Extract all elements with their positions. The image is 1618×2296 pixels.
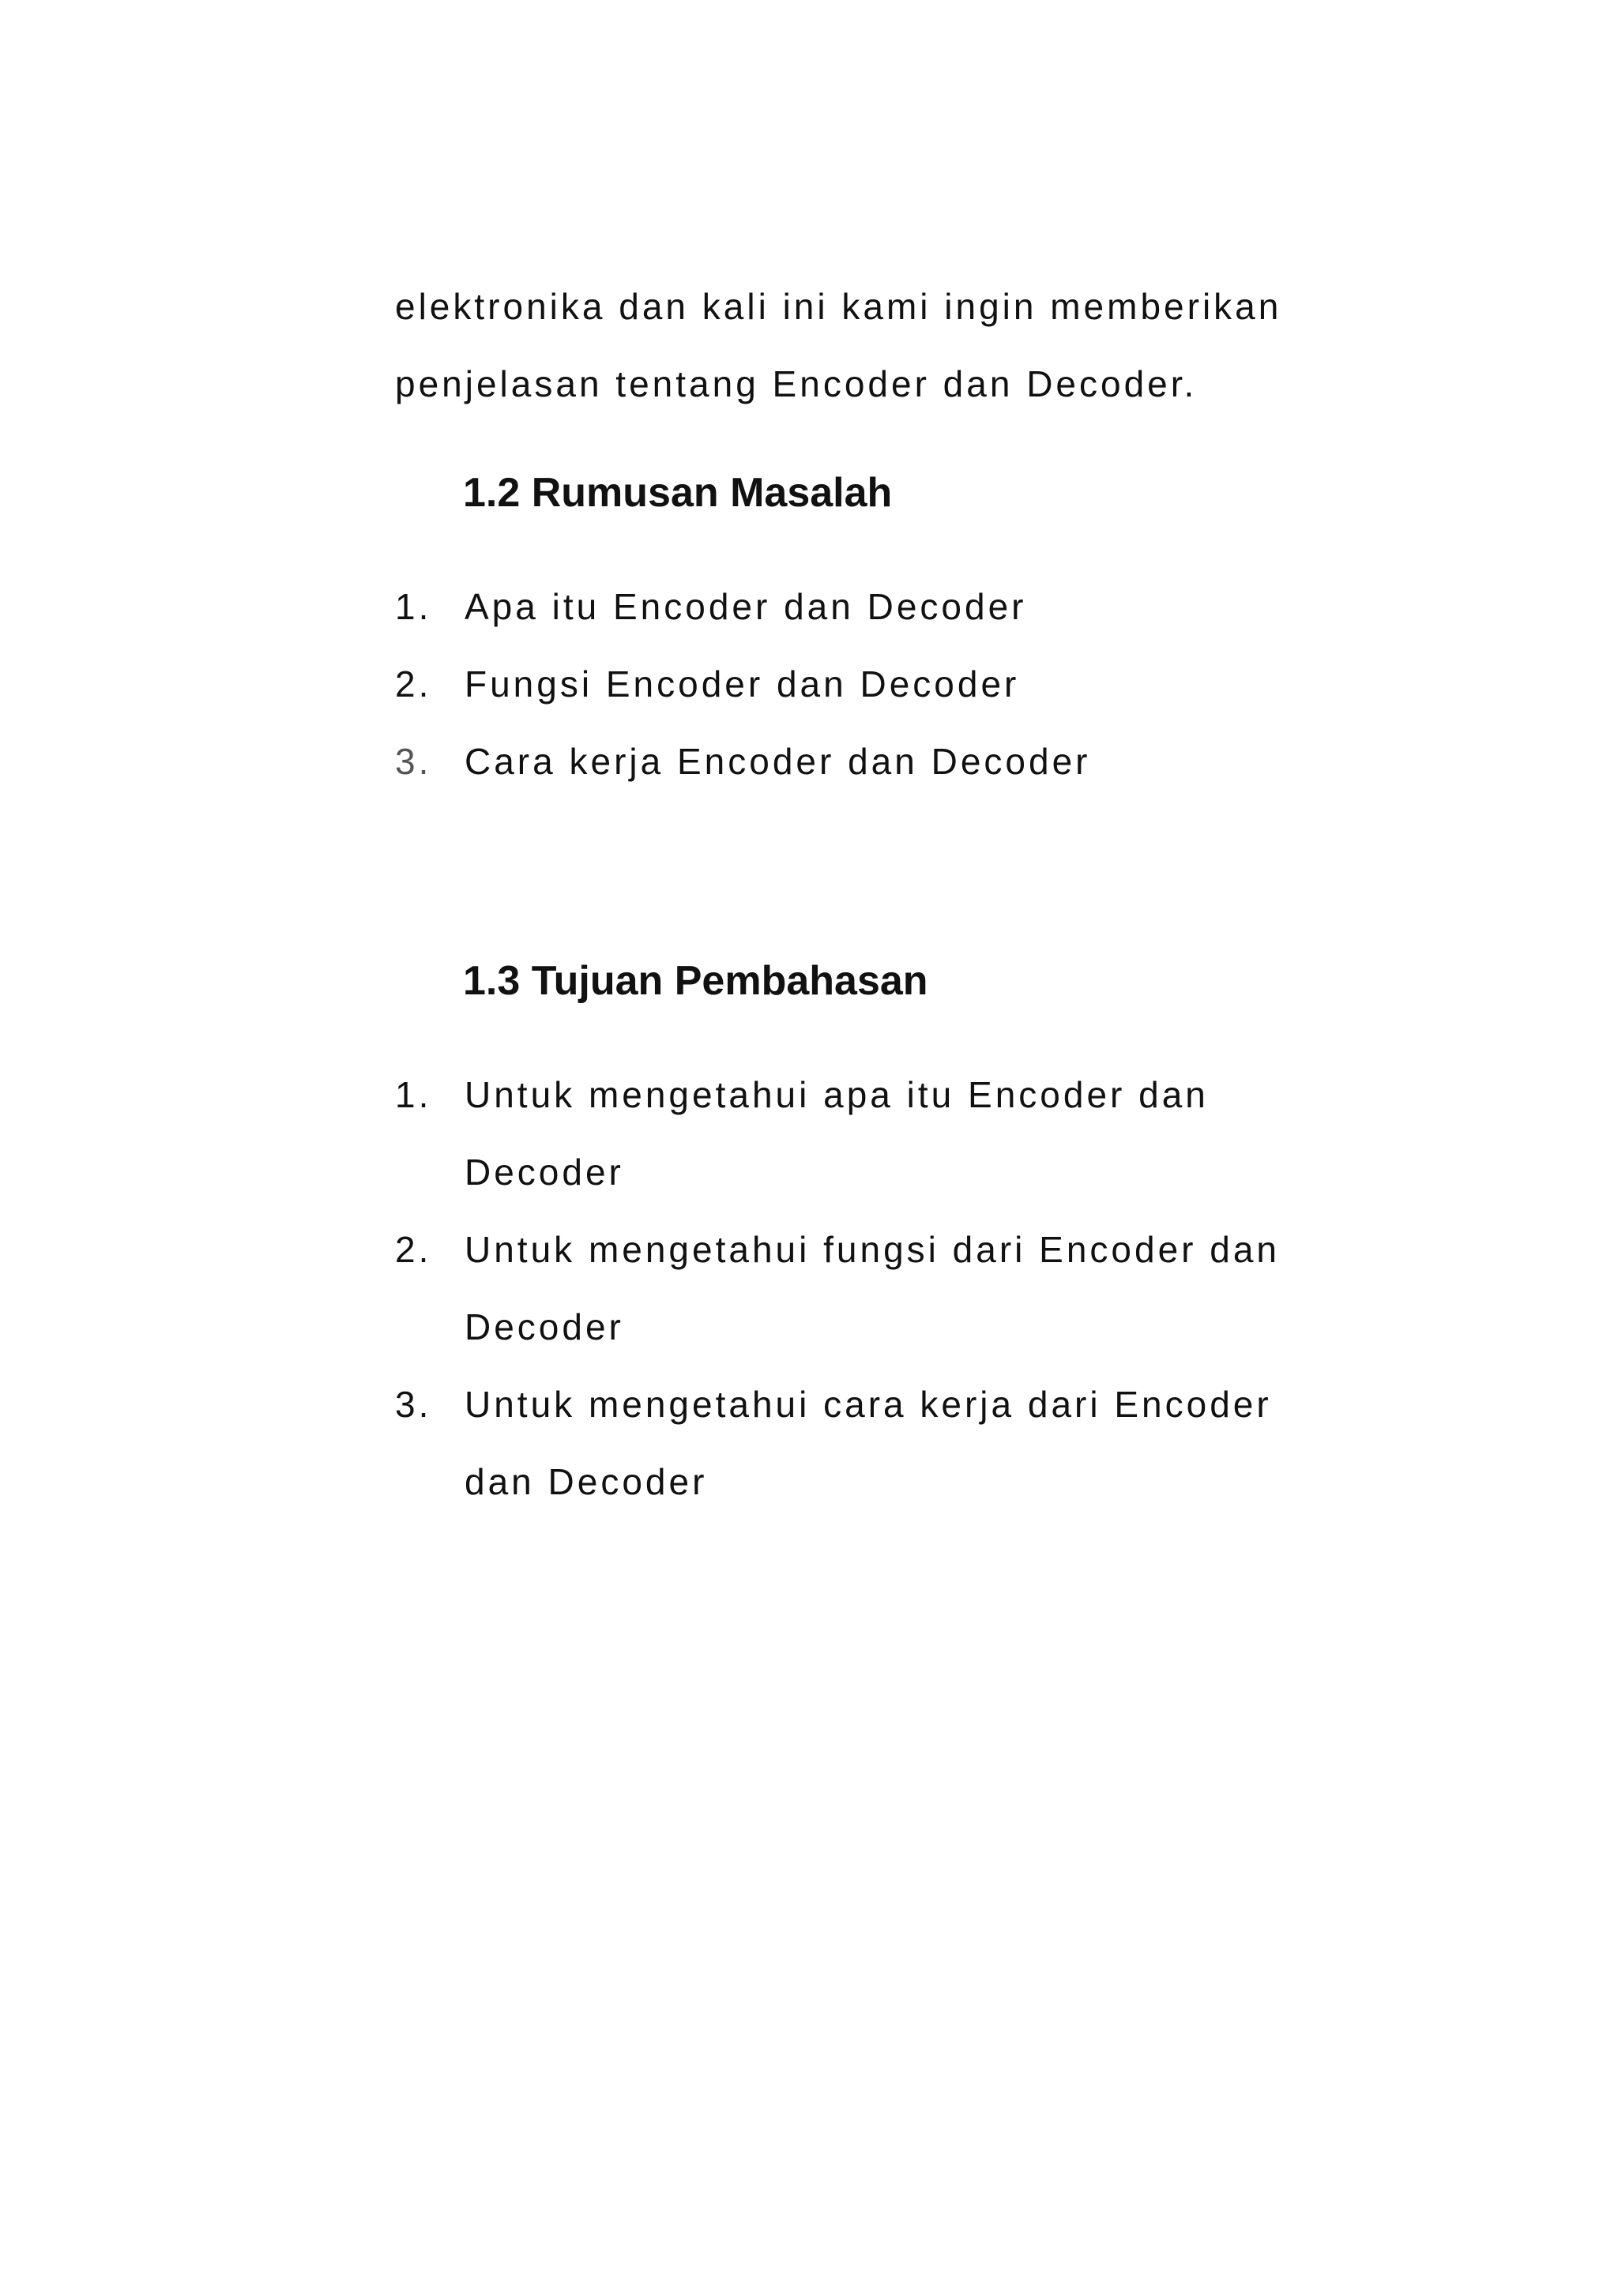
tujuan-list-item-2-continuation: Decoder <box>465 1306 624 1347</box>
tujuan-list-item-3-continuation: dan Decoder <box>465 1461 708 1502</box>
list-item-text: Fungsi Encoder dan Decoder <box>465 663 1020 705</box>
list-number: 2. <box>395 663 432 705</box>
rumusan-list-item-1 <box>395 583 1027 630</box>
list-item-text: Untuk mengetahui fungsi dari Encoder dan <box>465 1229 1281 1270</box>
tujuan-list-item-1 <box>395 1071 1209 1118</box>
list-number: 2. <box>395 1229 432 1270</box>
rumusan-list-item-3 <box>395 738 1090 785</box>
tujuan-list-item-1-continuation: Decoder <box>465 1152 624 1193</box>
heading-rumusan-masalah: 1.2 Rumusan Masalah <box>463 470 893 516</box>
list-item-text: Cara kerja Encoder dan Decoder <box>465 741 1091 782</box>
list-item-text: Untuk mengetahui apa itu Encoder dan <box>465 1074 1209 1115</box>
tujuan-list-item-3 <box>395 1381 1272 1428</box>
heading-tujuan-pembahasan: 1.3 Tujuan Pembahasan <box>463 958 928 1004</box>
list-item-text: Apa itu Encoder dan Decoder <box>465 586 1027 627</box>
intro-paragraph-line-2: penjelasan tentang Encoder dan Decoder. <box>395 363 1198 404</box>
intro-paragraph-line-1: elektronika dan kali ini kami ingin memberikan <box>395 286 1282 327</box>
list-number: 3. <box>395 741 432 782</box>
list-number: 1. <box>395 586 432 627</box>
tujuan-list-item-2 <box>395 1226 1280 1273</box>
rumusan-list-item-2 <box>395 660 1019 708</box>
list-number: 3. <box>395 1384 432 1425</box>
list-number: 1. <box>395 1074 432 1115</box>
list-item-text: Untuk mengetahui cara kerja dari Encoder <box>465 1384 1272 1425</box>
